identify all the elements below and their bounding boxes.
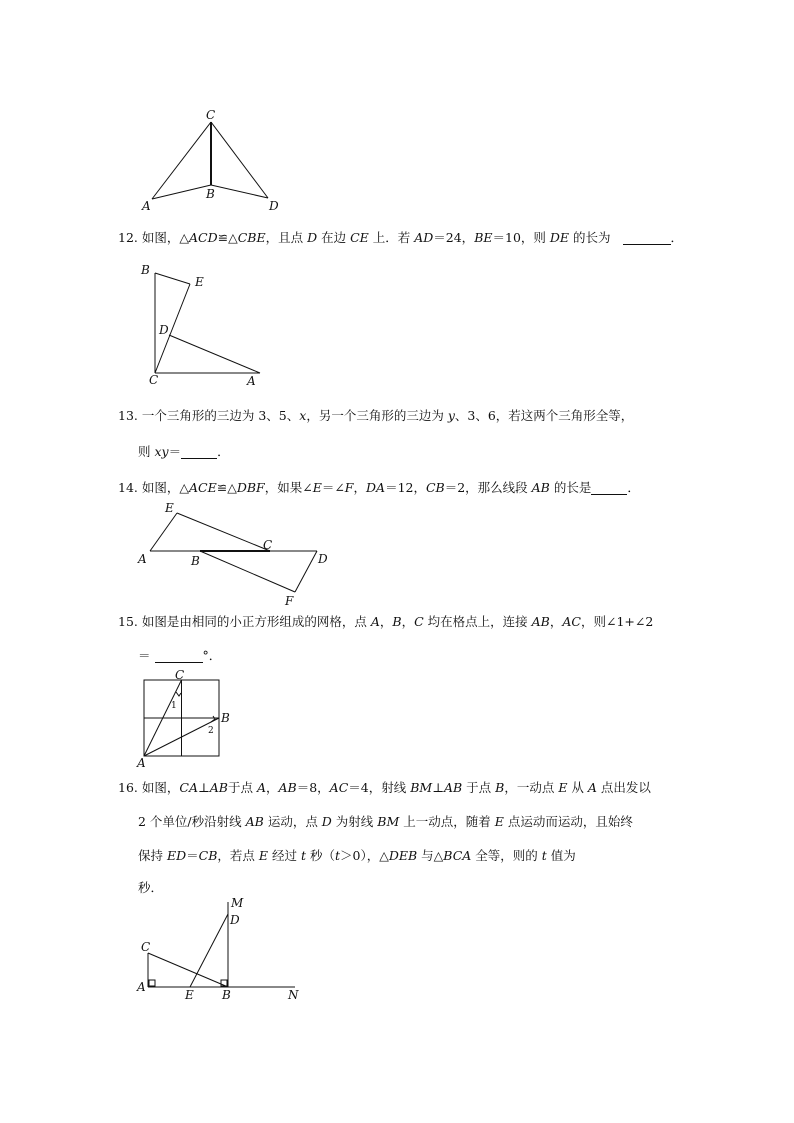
label-D: D: [230, 913, 240, 927]
question-16: [118, 778, 651, 798]
label-B: B: [141, 263, 150, 277]
question-12: 12. 如图，△ACD≌△CBE，且点 D 在边 CE 上．若 AD＝24，BE＝10，则 DE 的长为 ．: [118, 230, 684, 245]
label-N: N: [288, 988, 299, 1002]
angle-label-1: 1: [171, 701, 177, 711]
answer-blank[interactable]: [591, 480, 627, 495]
label-C: C: [175, 668, 185, 682]
label-A: A: [137, 980, 146, 994]
answer-blank[interactable]: [181, 444, 217, 459]
answer-blank[interactable]: [623, 230, 671, 245]
label-D: D: [318, 552, 328, 566]
label-C: C: [206, 108, 216, 122]
angle-label-2: 2: [208, 726, 214, 736]
question-number: 14.: [118, 480, 138, 495]
label-E: E: [165, 501, 174, 515]
label-F: F: [285, 594, 294, 608]
question-16-line-2: 2 个单位/秒沿射线 AB 运动，点 D 为射线 BM 上一动点，随着 E 点运动而运动，且始终: [138, 814, 633, 829]
question-number: 16.: [118, 780, 138, 795]
figure-q12: [135, 258, 275, 388]
figure-q16: [135, 892, 310, 1007]
label-B: B: [191, 554, 200, 568]
question-15-line-2: ＝ °．: [138, 648, 222, 663]
question-13-line-2: 则 xy＝ ．: [138, 444, 230, 459]
question-number: 15.: [118, 614, 138, 629]
label-E: E: [195, 275, 204, 289]
label-M: M: [231, 896, 244, 910]
label-A: A: [137, 756, 146, 770]
label-A: A: [138, 552, 147, 566]
question-number: 13.: [118, 408, 138, 423]
label-C: C: [263, 538, 273, 552]
label-C: C: [149, 373, 159, 387]
figure-q15: [135, 668, 245, 770]
label-A: A: [247, 374, 256, 388]
question-16-line-3: 保持 ED＝CB，若点 E 经过 t 秒（t＞0），△DEB 与△BCA 全等，则的 t 值为: [138, 848, 576, 863]
label-A: A: [142, 199, 151, 213]
question-number: 12.: [118, 230, 138, 245]
question-14: 14. 如图，△ACE≌△DBF，如果∠E＝∠F，DA＝12，CB＝2，那么线段 AB 的长是 ．: [118, 480, 640, 495]
answer-blank[interactable]: [155, 648, 203, 663]
question-16-line-4: 秒．: [138, 880, 164, 895]
label-E: E: [185, 988, 194, 1002]
figure-q11: [135, 100, 295, 216]
label-B: B: [221, 711, 230, 725]
label-B: B: [206, 187, 215, 201]
question-16-line-1: 如图，CA⊥AB于点 A，AB＝8，AC＝4，射线 BM⊥AB 于点 B，一动点 E 从 A 点出发以: [141, 780, 651, 795]
label-D: D: [269, 199, 279, 213]
label-C: C: [141, 940, 151, 954]
figure-q14: [135, 498, 345, 613]
question-15: 15. 如图是由相同的小正方形组成的网格，点 A，B，C 均在格点上，连接 AB，AC，则∠1+∠2: [118, 614, 654, 629]
question-13: 13. 一个三角形的三边为 3、5、x，另一个三角形的三边为 y、3、6，若这两个三角形全等，: [118, 408, 634, 423]
label-B: B: [222, 988, 231, 1002]
label-D: D: [159, 323, 169, 337]
